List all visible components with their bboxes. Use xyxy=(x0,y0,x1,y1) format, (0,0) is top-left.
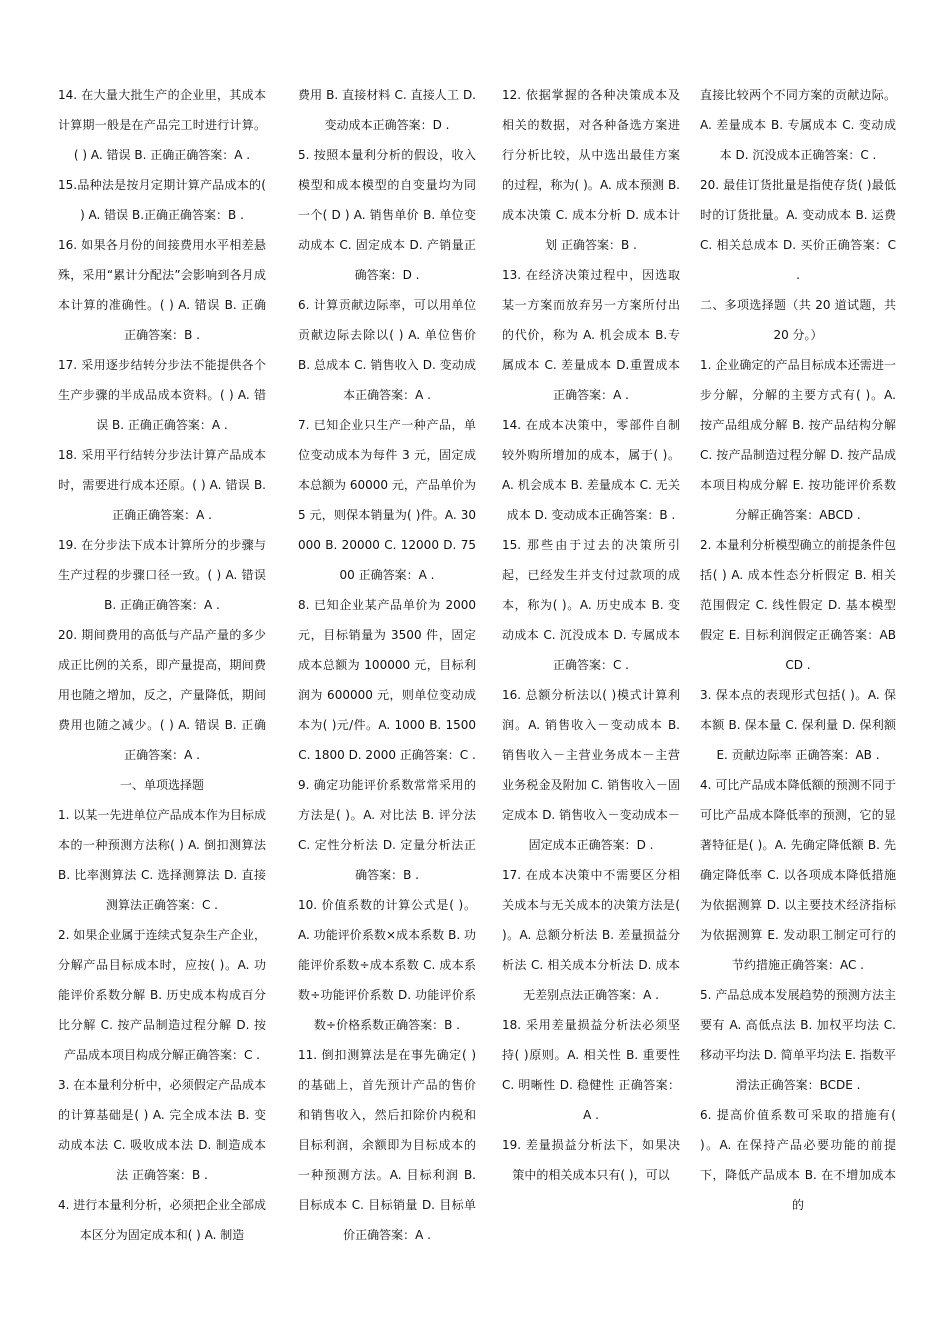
document-page xyxy=(58,80,900,1280)
question-item: 12. 依据掌握的各种决策成本及相关的数据，对各种备选方案进行分析比较，从中选出最佳方案的过程，称为( )。A. 成本预测 B. 成本决策 C. 成本分析 D. 成本计划 正确答案：B . xyxy=(502,88,680,252)
question-item: 5. 产品总成本发展趋势的预测方法主要有 A. 高低点法 B. 加权平均法 C. 移动平均法 D. 简单平均法 E. 指数平滑法正确答案：BCDE . xyxy=(700,988,896,1092)
question-item: 19. 差量损益分析法下，如果决策中的相关成本只有( )，可以 xyxy=(502,1138,680,1182)
question-item: 2. 如果企业属于连续式复杂生产企业，分解产品目标成本时，应按( )。A. 功能评价系数分解 B. 历史成本构成百分比分解 C. 按产品制造过程分解 D. 按产品成本项目构成分解正确答案：C . xyxy=(58,928,266,1062)
question-item: 2. 本量利分析模型确立的前提条件包括( ) A. 成本性态分析假定 B. 相关范围假定 C. 线性假定 D. 基本模型假定 E. 目标利润假定正确答案：ABCD . xyxy=(700,538,896,672)
question-item: 3. 保本点的表现形式包括( )。A. 保本额 B. 保本量 C. 保利量 D. 保利额 E. 贡献边际率 正确答案：AB . xyxy=(700,688,896,762)
question-item: 20. 期间费用的高低与产品产量的多少成正比例的关系，即产量提高，期间费用也随之增加，反之，产量降低，期间费用也随之减少。( ) A. 错误 B. 正确正确答案：A . xyxy=(58,628,266,762)
question-item: 18. 采用差量损益分析法必须坚持( )原则。A. 相关性 B. 重要性 C. 明晰性 D. 稳健性 正确答案：A . xyxy=(502,1018,680,1122)
question-item: 7. 已知企业只生产一种产品，单位变动成本为每件 3 元，固定成本总额为 60000 元，产品单价为 5 元，则保本销量为( )件。A. 30000 B. 20000 C. 12000 D. 7500 正确答案：A . xyxy=(298,418,476,582)
question-item: 11. 倒扣测算法是在事先确定( )的基础上，首先预计产品的售价和销售收入，然后扣除价内税和目标利润，余额即为目标成本的一种预测方法。A. 目标利润 B. 目标成本 C. 目标销量 D. 目标单价正确答案：A . xyxy=(298,1048,476,1242)
question-item: 17. 在成本决策中不需要区分相关成本与无关成本的决策方法是( )。A. 总额分析法 B. 差量损益分析法 C. 相关成本分析法 D. 成本无差别点法正确答案：A . xyxy=(502,868,680,1002)
question-item: 17. 采用逐步结转分步法不能提供各个生产步骤的半成品成本资料。( ) A. 错误 B. 正确正确答案：A . xyxy=(58,358,266,432)
question-item: 9. 确定功能评价系数常常采用的方法是( )。A. 对比法 B. 评分法 C. 定性分析法 D. 定量分析法正确答案：B . xyxy=(298,778,476,882)
text-column-4 xyxy=(700,80,896,1220)
question-item: 1. 以某一先进单位产品成本作为目标成本的一种预测方法称( ) A. 倒扣测算法 B. 比率测算法 C. 选择测算法 D. 直接测算法正确答案：C . xyxy=(58,808,266,912)
question-item: 19. 在分步法下成本计算所分的步骤与生产过程的步骤口径一致。( ) A. 错误 B. 正确正确答案：A . xyxy=(58,538,266,612)
question-item: 8. 已知企业某产品单价为 2000 元，目标销量为 3500 件，固定成本总额为 100000 元，目标利润为 600000 元，则单位变动成本为( )元/件。A. 1000 B. 1500 C. 1800 D. 2000 正确答案：C . xyxy=(298,598,476,762)
text-column-3 xyxy=(502,80,680,1190)
question-item: 14. 在成本决策中，零部件自制较外购所增加的成本，属于( )。A. 机会成本 B. 差量成本 C. 无关成本 D. 变动成本正确答案：B . xyxy=(502,418,680,522)
question-item: 1. 企业确定的产品目标成本还需进一步分解，分解的主要方式有( )。A. 按产品组成分解 B. 按产品结构分解 C. 按产品制造过程分解 D. 按产品成本项目构成分解 E. 按功能评价系数分解正确答案：ABCD . xyxy=(700,358,896,522)
question-item: 16. 总额分析法以( )模式计算利润。A. 销售收入－变动成本 B. 销售收入－主营业务成本－主营业务税金及附加 C. 销售收入－固定成本 D. 销售收入－变动成本－固定成本正确答案：D . xyxy=(502,688,680,852)
question-item: 20. 最佳订货批量是指使存货( )最低时的订货批量。A. 变动成本 B. 运费 C. 相关总成本 D. 买价正确答案：C . xyxy=(700,178,896,282)
question-item: 6. 提高价值系数可采取的措施有( )。A. 在保持产品必要功能的前提下，降低产品成本 B. 在不增加成本的 xyxy=(700,1108,896,1212)
question-item: 6. 计算贡献边际率，可以用单位贡献边际去除以( ) A. 单位售价 B. 总成本 C. 销售收入 D. 变动成本正确答案：A . xyxy=(298,298,476,402)
section-heading: 一、单项选择题 xyxy=(119,778,204,792)
text-column-1 xyxy=(58,80,266,1250)
question-item: 10. 价值系数的计算公式是( )。A. 功能评价系数×成本系数 B. 功能评价系数÷成本系数 C. 成本系数÷功能评价系数 D. 功能评价系数÷价格系数正确答案：B . xyxy=(298,898,476,1032)
question-item: 4. 可比产品成本降低额的预测不同于可比产品成本降低率的预测，它的显著特征是( )。A. 先确定降低额 B. 先确定降低率 C. 以各项成本降低措施为依据测算 D. 以主要技术经济指标为依据测算 E. 发动职工制定可行的节约措施正确答案：AC . xyxy=(700,778,896,972)
question-item: 15. 那些由于过去的决策所引起，已经发生并支付过款项的成本，称为( )。A. 历史成本 B. 变动成本 C. 沉没成本 D. 专属成本正确答案：C . xyxy=(502,538,680,672)
question-item: 16. 如果各月份的间接费用水平相差悬殊，采用“累计分配法”会影响到各月成本计算的准确性。( ) A. 错误 B. 正确正确答案：B . xyxy=(58,238,266,342)
question-item: 4. 进行本量利分析，必须把企业全部成本区分为固定成本和( ) A. 制造 xyxy=(58,1198,266,1242)
question-item: 费用 B. 直接材料 C. 直接人工 D. 变动成本正确答案：D . xyxy=(298,88,476,132)
question-item: 15.品种法是按月定期计算产品成本的( ) A. 错误 B.正确正确答案：B . xyxy=(58,178,266,222)
question-item: 3. 在本量利分析中，必须假定产品成本的计算基础是( ) A. 完全成本法 B. 变动成本法 C. 吸收成本法 D. 制造成本法 正确答案：B . xyxy=(58,1078,266,1182)
section-heading: 二、多项选择题（共 20 道试题，共 20 分。） xyxy=(700,298,896,342)
question-item: 直接比较两个不同方案的贡献边际。A. 差量成本 B. 专属成本 C. 变动成本 D. 沉没成本正确答案：C . xyxy=(700,88,896,162)
text-column-2 xyxy=(298,80,476,1250)
question-item: 5. 按照本量利分析的假设，收入模型和成本模型的自变量均为同一个( D ) A. 销售单价 B. 单位变动成本 C. 固定成本 D. 产销量正确答案：D . xyxy=(298,148,476,282)
question-item: 13. 在经济决策过程中，因选取某一方案而放弃另一方案所付出的代价，称为 A. 机会成本 B.专属成本 C. 差量成本 D.重置成本正确答案：A . xyxy=(502,268,680,402)
question-item: 14. 在大量大批生产的企业里，其成本计算期一般是在产品完工时进行计算。( ) A. 错误 B. 正确正确答案：A . xyxy=(58,88,266,162)
question-item: 18. 采用平行结转分步法计算产品成本时，需要进行成本还原。( ) A. 错误 B. 正确正确答案：A . xyxy=(58,448,266,522)
